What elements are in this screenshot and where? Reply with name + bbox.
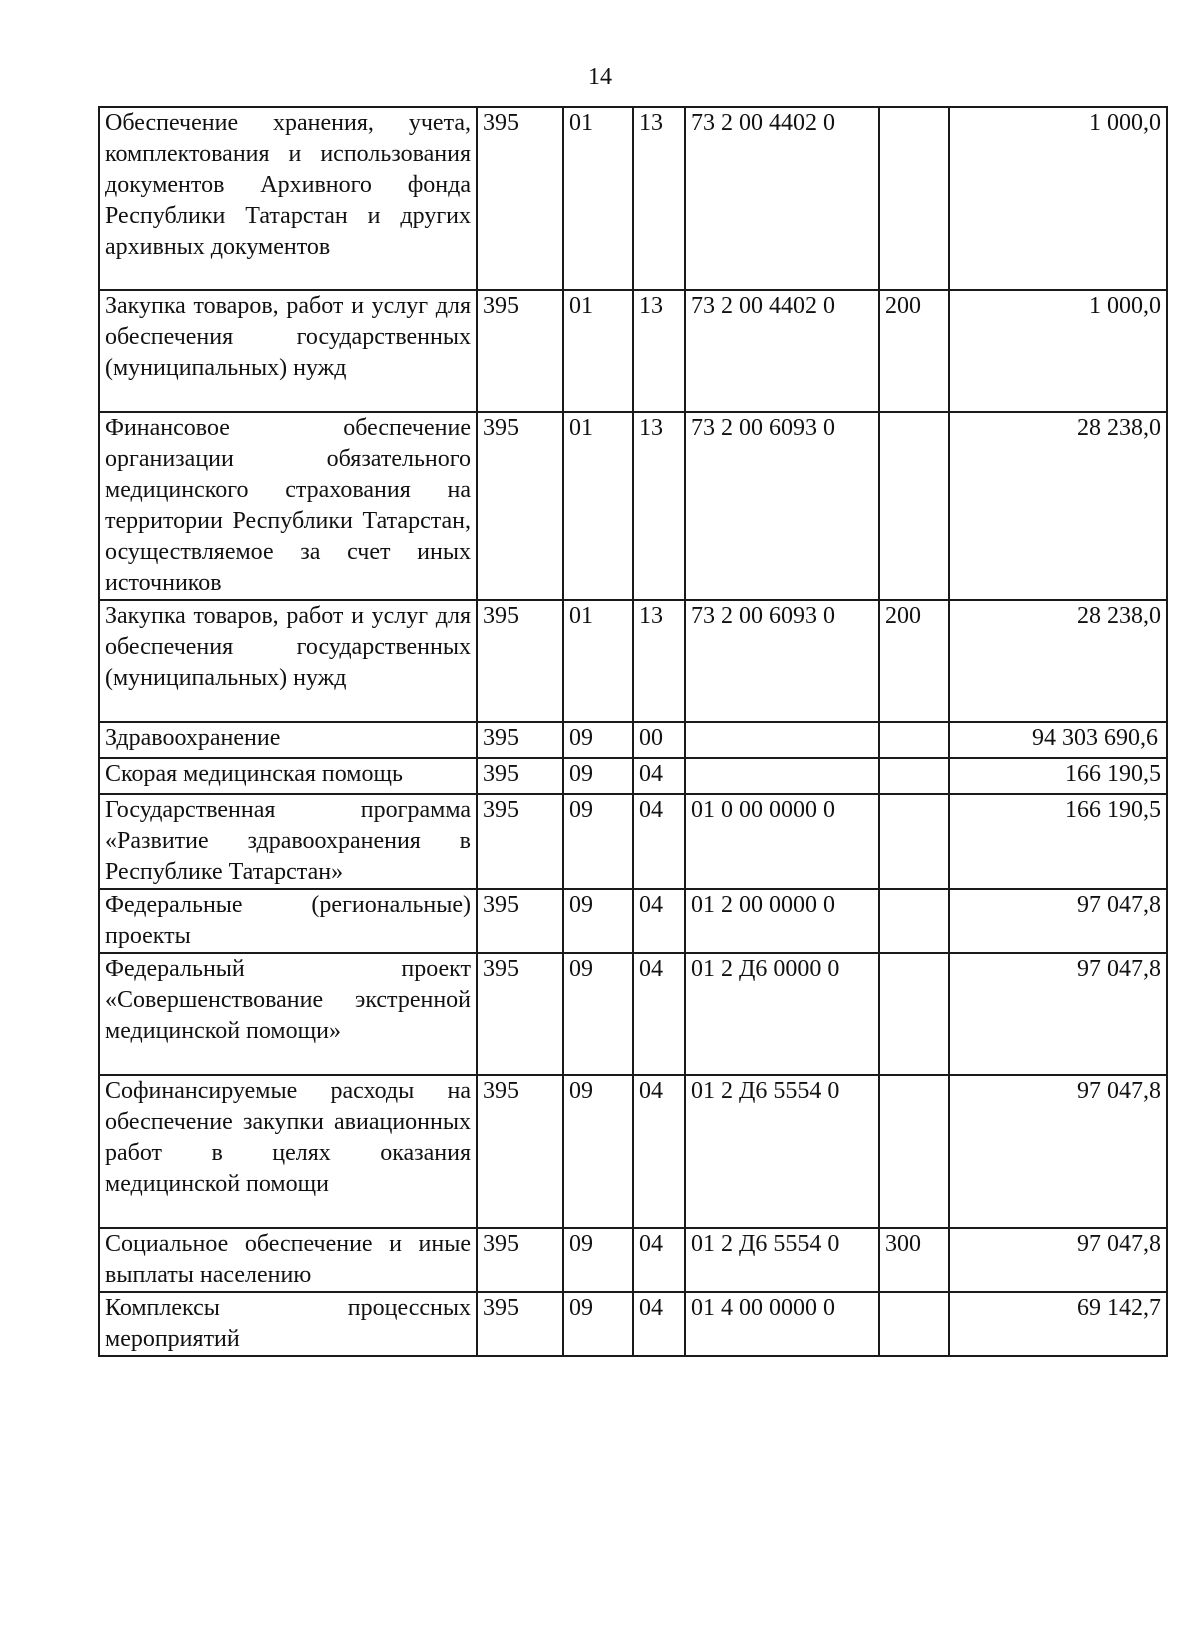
target-article-cell xyxy=(685,758,879,794)
target-article-cell: 73 2 00 6093 0 xyxy=(685,600,879,722)
ved-code-cell: 395 xyxy=(477,1228,563,1292)
row-name-cell: Финансовое обеспечение организации обязательного медицинского страхования на территории Республики Татарстан, осуществляемое за счет иных источников xyxy=(99,412,477,600)
row-name-cell: Закупка товаров, работ и услуг для обеспечения государственных (муниципальных) нужд xyxy=(99,600,477,722)
expense-type-cell: 200 xyxy=(879,600,949,722)
expense-type-cell xyxy=(879,889,949,953)
subsection-code-cell: 13 xyxy=(633,107,685,290)
expense-type-cell: 200 xyxy=(879,290,949,412)
amount-cell: 69 142,7 xyxy=(949,1292,1167,1356)
ved-code-cell: 395 xyxy=(477,722,563,758)
amount-cell: 1 000,0 xyxy=(949,290,1167,412)
table-row xyxy=(99,290,1167,412)
amount-cell: 97 047,8 xyxy=(949,953,1167,1075)
target-article-cell xyxy=(685,722,879,758)
amount-cell: 97 047,8 xyxy=(949,1228,1167,1292)
subsection-code-cell: 13 xyxy=(633,412,685,600)
expense-type-cell xyxy=(879,953,949,1075)
expense-type-cell xyxy=(879,722,949,758)
page-number: 14 xyxy=(588,64,612,90)
table-row xyxy=(99,758,1167,794)
table-row xyxy=(99,107,1167,290)
ved-code-cell: 395 xyxy=(477,1075,563,1228)
subsection-code-cell: 13 xyxy=(633,290,685,412)
row-name-cell: Федеральный проект «Совершенствование экстренной медицинской помощи» xyxy=(99,953,477,1075)
target-article-cell: 73 2 00 4402 0 xyxy=(685,290,879,412)
amount-cell: 97 047,8 xyxy=(949,1075,1167,1228)
section-code-cell: 09 xyxy=(563,794,633,889)
amount-cell: 166 190,5 xyxy=(949,794,1167,889)
subsection-code-cell: 04 xyxy=(633,1075,685,1228)
subsection-code-cell: 00 xyxy=(633,722,685,758)
expense-type-cell xyxy=(879,1292,949,1356)
ved-code-cell: 395 xyxy=(477,758,563,794)
target-article-cell: 01 2 Д6 5554 0 xyxy=(685,1228,879,1292)
subsection-code-cell: 13 xyxy=(633,600,685,722)
row-name-cell: Скорая медицинская помощь xyxy=(99,758,477,794)
row-name-cell: Закупка товаров, работ и услуг для обеспечения государственных (муниципальных) нужд xyxy=(99,290,477,412)
section-code-cell: 09 xyxy=(563,758,633,794)
expense-type-cell: 300 xyxy=(879,1228,949,1292)
row-name-cell: Софинансируемые расходы на обеспечение закупки авиационных работ в целях оказания медицинской помощи xyxy=(99,1075,477,1228)
subsection-code-cell: 04 xyxy=(633,1292,685,1356)
table-row xyxy=(99,794,1167,889)
table-row xyxy=(99,412,1167,600)
ved-code-cell: 395 xyxy=(477,412,563,600)
amount-cell: 1 000,0 xyxy=(949,107,1167,290)
amount-cell: 97 047,8 xyxy=(949,889,1167,953)
ved-code-cell: 395 xyxy=(477,794,563,889)
expense-type-cell xyxy=(879,107,949,290)
expense-type-cell xyxy=(879,794,949,889)
ved-code-cell: 395 xyxy=(477,600,563,722)
amount-cell: 94 303 690,6 xyxy=(949,722,1167,758)
target-article-cell: 01 4 00 0000 0 xyxy=(685,1292,879,1356)
section-code-cell: 01 xyxy=(563,412,633,600)
section-code-cell: 09 xyxy=(563,1075,633,1228)
subsection-code-cell: 04 xyxy=(633,758,685,794)
row-name-cell: Социальное обеспечение и иные выплаты населению xyxy=(99,1228,477,1292)
ved-code-cell: 395 xyxy=(477,889,563,953)
target-article-cell: 01 2 Д6 0000 0 xyxy=(685,953,879,1075)
expense-type-cell xyxy=(879,758,949,794)
row-name-cell: Здравоохранение xyxy=(99,722,477,758)
section-code-cell: 09 xyxy=(563,1228,633,1292)
amount-cell: 28 238,0 xyxy=(949,412,1167,600)
target-article-cell: 01 0 00 0000 0 xyxy=(685,794,879,889)
table-row xyxy=(99,953,1167,1075)
row-name-cell: Федеральные (региональные) проекты xyxy=(99,889,477,953)
subsection-code-cell: 04 xyxy=(633,953,685,1075)
subsection-code-cell: 04 xyxy=(633,889,685,953)
amount-cell: 28 238,0 xyxy=(949,600,1167,722)
budget-table xyxy=(98,106,1168,1357)
section-code-cell: 09 xyxy=(563,1292,633,1356)
row-name-cell: Комплексы процессных мероприятий xyxy=(99,1292,477,1356)
amount-cell: 166 190,5 xyxy=(949,758,1167,794)
section-code-cell: 01 xyxy=(563,600,633,722)
section-code-cell: 09 xyxy=(563,953,633,1075)
ved-code-cell: 395 xyxy=(477,290,563,412)
target-article-cell: 73 2 00 6093 0 xyxy=(685,412,879,600)
expense-type-cell xyxy=(879,1075,949,1228)
section-code-cell: 09 xyxy=(563,889,633,953)
table-row xyxy=(99,600,1167,722)
target-article-cell: 01 2 Д6 5554 0 xyxy=(685,1075,879,1228)
section-code-cell: 01 xyxy=(563,290,633,412)
ved-code-cell: 395 xyxy=(477,107,563,290)
table-row xyxy=(99,722,1167,758)
row-name-cell: Обеспечение хранения, учета, комплектования и использования документов Архивного фонда Республики Татарстан и других архивных документов xyxy=(99,107,477,290)
table-row xyxy=(99,1292,1167,1356)
section-code-cell: 01 xyxy=(563,107,633,290)
subsection-code-cell: 04 xyxy=(633,794,685,889)
ved-code-cell: 395 xyxy=(477,1292,563,1356)
row-name-cell: Государственная программа «Развитие здравоохранения в Республике Татарстан» xyxy=(99,794,477,889)
table-row xyxy=(99,889,1167,953)
ved-code-cell: 395 xyxy=(477,953,563,1075)
table-row xyxy=(99,1075,1167,1228)
target-article-cell: 73 2 00 4402 0 xyxy=(685,107,879,290)
expense-type-cell xyxy=(879,412,949,600)
table-row xyxy=(99,1228,1167,1292)
target-article-cell: 01 2 00 0000 0 xyxy=(685,889,879,953)
section-code-cell: 09 xyxy=(563,722,633,758)
subsection-code-cell: 04 xyxy=(633,1228,685,1292)
